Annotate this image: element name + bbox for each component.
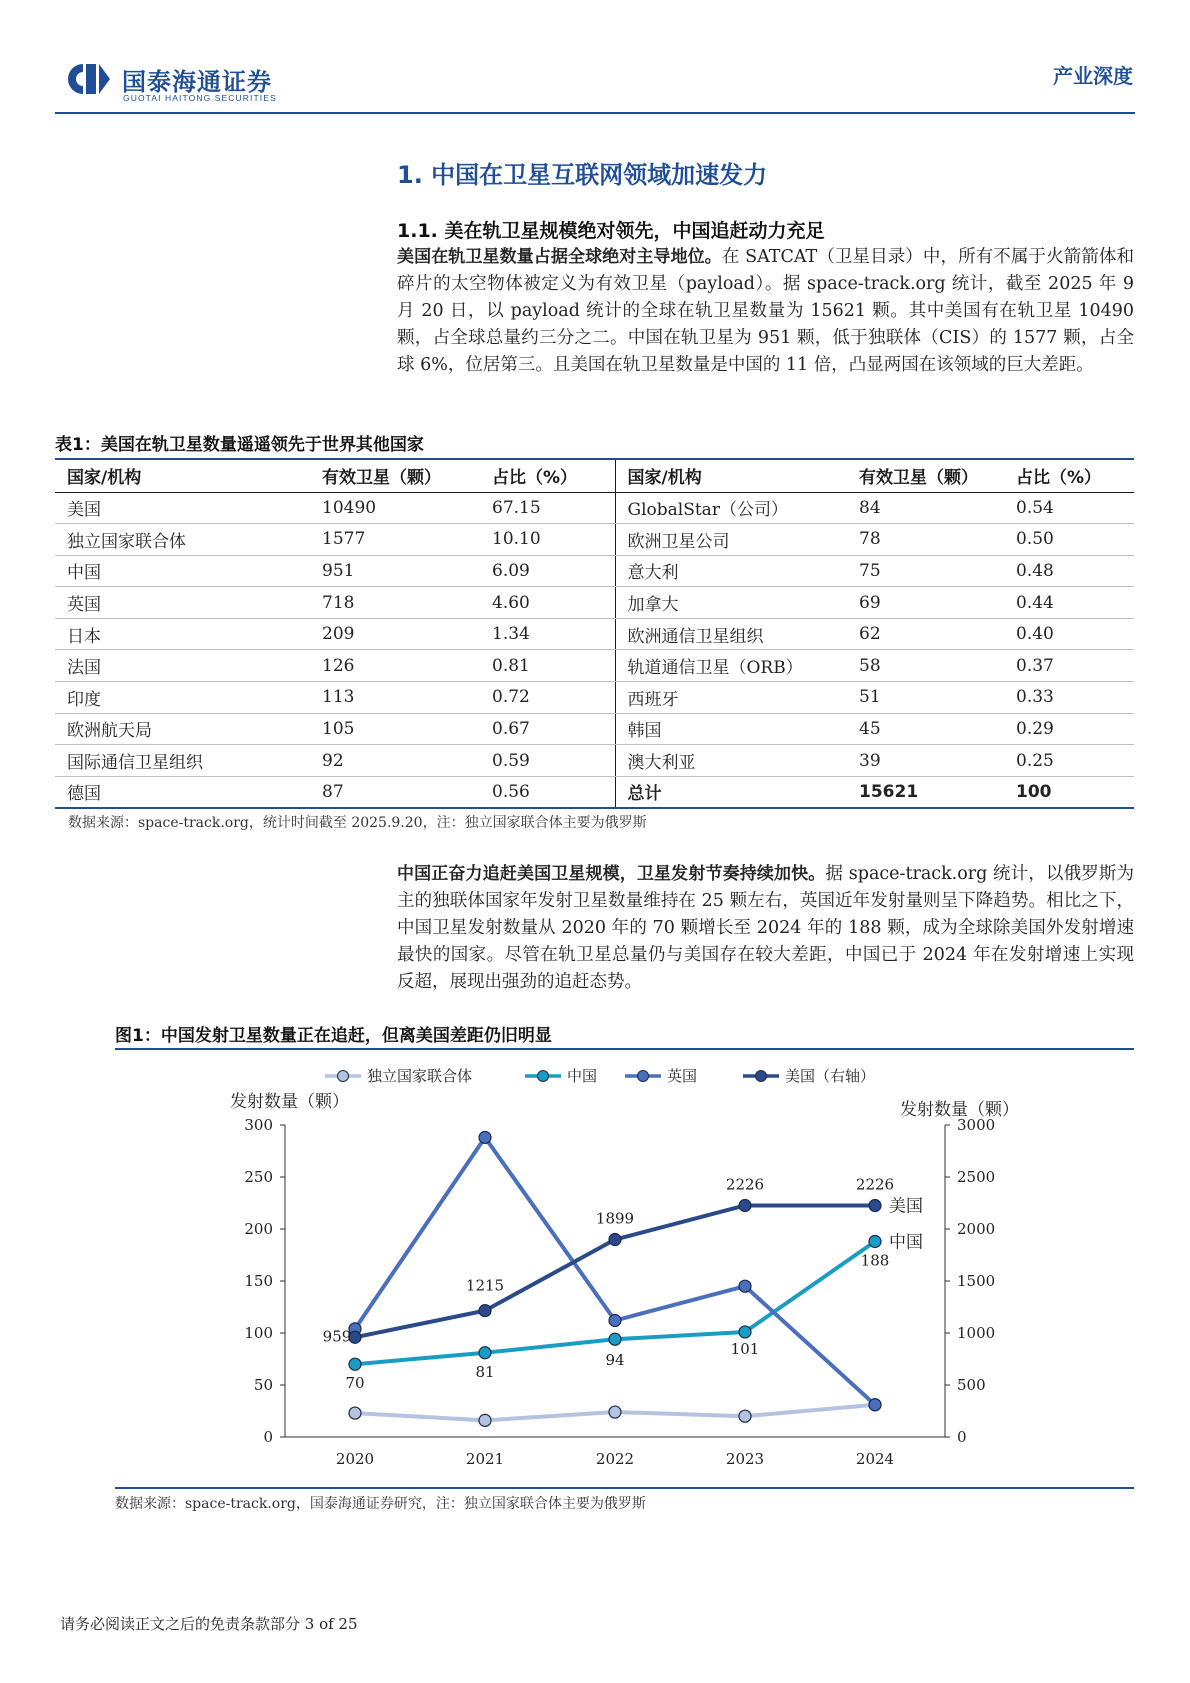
report-type-label: 产业深度 <box>1053 64 1133 88</box>
table-caption: 表1：美国在轨卫星数量遥遥领先于世界其他国家 <box>55 435 424 455</box>
data-point <box>349 1358 361 1370</box>
column-header: 占比（%） <box>1004 459 1134 492</box>
table-cell: 英国 <box>55 587 310 619</box>
data-point <box>479 1305 491 1317</box>
data-point <box>739 1280 751 1292</box>
right-tick-label: 0 <box>957 1428 967 1446</box>
table-cell: 韩国 <box>615 713 847 745</box>
paragraph-lead: 美国在轨卫星数量占据全球绝对主导地位。 <box>397 247 722 267</box>
table-cell: 39 <box>847 745 1004 777</box>
x-tick-label: 2023 <box>725 1450 765 1468</box>
page-header <box>60 52 1135 112</box>
data-point <box>869 1399 881 1411</box>
table-cell: GlobalStar（公司） <box>615 492 847 524</box>
data-point <box>869 1199 881 1211</box>
table-cell: 10490 <box>310 492 480 524</box>
table-cell: 欧洲通信卫星组织 <box>615 618 847 650</box>
legend-marker <box>638 1071 649 1082</box>
table-cell: 美国 <box>55 492 310 524</box>
figure-top-rule <box>115 1048 1134 1050</box>
left-tick-label: 50 <box>253 1376 273 1394</box>
data-point <box>349 1407 361 1419</box>
table-cell: 113 <box>310 682 480 714</box>
figure-caption: 图1：中国发射卫星数量正在追赶，但离美国差距仍旧明显 <box>115 1026 552 1046</box>
paragraph-us-dominance <box>397 244 1134 379</box>
table-cell: 1.34 <box>480 618 615 650</box>
right-tick-label: 3000 <box>957 1116 996 1134</box>
legend-label: 美国（右轴） <box>785 1067 876 1085</box>
series-end-label: 中国 <box>889 1232 923 1253</box>
x-tick-label: 2024 <box>855 1450 895 1468</box>
data-point <box>479 1131 491 1143</box>
table-cell: 法国 <box>55 650 310 682</box>
table-cell: 87 <box>310 776 480 808</box>
figure-source-note: 数据来源：space-track.org，国泰海通证券研究，注：独立国家联合体主要为俄罗斯 <box>115 1496 646 1512</box>
table-cell: 951 <box>310 555 480 587</box>
x-tick-label: 2021 <box>465 1450 505 1468</box>
right-tick-label: 2000 <box>957 1220 996 1238</box>
data-label: 959 <box>322 1327 352 1346</box>
table-row <box>55 587 1134 619</box>
table-cell: 0.29 <box>1004 713 1134 745</box>
paragraph-lead: 中国正奋力追赶美国卫星规模，卫星发射节奏持续加快。 <box>397 864 826 884</box>
right-tick-label: 1500 <box>957 1272 996 1290</box>
logo-chinese-name: 国泰海通证券 <box>122 68 272 96</box>
table-row <box>55 682 1134 714</box>
table-cell: 718 <box>310 587 480 619</box>
table-cell: 中国 <box>55 555 310 587</box>
table-row <box>55 524 1134 556</box>
table-cell: 0.25 <box>1004 745 1134 777</box>
table-cell: 轨道通信卫星（ORB） <box>615 650 847 682</box>
table-cell: 75 <box>847 555 1004 587</box>
data-label: 94 <box>605 1351 625 1370</box>
table-row <box>55 555 1134 587</box>
legend-marker <box>338 1071 349 1082</box>
table-row <box>55 650 1134 682</box>
table-cell: 84 <box>847 492 1004 524</box>
data-point <box>739 1410 751 1422</box>
table-cell: 92 <box>310 745 480 777</box>
table-source-note: 数据来源：space-track.org，统计时间截至 2025.9.20，注：独立国家联合体主要为俄罗斯 <box>68 815 647 831</box>
figure-bottom-rule <box>115 1487 1134 1489</box>
table-cell: 日本 <box>55 618 310 650</box>
table-cell: 欧洲卫星公司 <box>615 524 847 556</box>
table-row <box>55 618 1134 650</box>
data-point <box>739 1199 751 1211</box>
table-cell: 105 <box>310 713 480 745</box>
table-cell: 45 <box>847 713 1004 745</box>
data-label: 81 <box>475 1362 495 1381</box>
data-point <box>609 1234 621 1246</box>
table-cell: 0.72 <box>480 682 615 714</box>
left-tick-label: 100 <box>244 1324 273 1342</box>
subsection-heading: 1.1. 美在轨卫星规模绝对领先，中国追赶动力充足 <box>397 220 825 242</box>
data-label: 1899 <box>595 1209 635 1228</box>
legend-marker <box>538 1071 549 1082</box>
table-total-cell: 100 <box>1004 776 1134 808</box>
table-cell: 澳大利亚 <box>615 745 847 777</box>
data-label: 70 <box>345 1374 365 1393</box>
table-header-row <box>55 459 1134 492</box>
paragraph-text: 在 SATCAT（卫星目录）中，所有不属于火箭箭体和碎片的太空物体被定义为有效卫星（payload）。据 space-track.org 统计，截至 2025 年 9 月 20 日，以 payload 统计的全球在轨卫星数量为 15621 颗。其中美国有在轨卫星 10490 颗，占全球总量约三分之二。中国在轨卫星为 951 颗，低于独联体（CIS）的 1577 颗，占全球 6%，位居第三。且美国在轨卫星数量是中国的 11 倍，凸显两国在该领域的巨大差距。 <box>397 247 1134 375</box>
table-cell: 0.67 <box>480 713 615 745</box>
paragraph-china-catching-up <box>397 861 1134 996</box>
data-label: 188 <box>860 1251 890 1270</box>
right-tick-label: 1000 <box>957 1324 996 1342</box>
table-cell: 独立国家联合体 <box>55 524 310 556</box>
company-logo <box>66 60 366 104</box>
table-cell: 欧洲航天局 <box>55 713 310 745</box>
table-cell: 6.09 <box>480 555 615 587</box>
data-point <box>609 1333 621 1345</box>
table-total-cell: 总计 <box>615 776 847 808</box>
data-point <box>869 1235 881 1247</box>
table-cell: 0.44 <box>1004 587 1134 619</box>
data-label: 101 <box>730 1339 760 1358</box>
x-tick-label: 2022 <box>595 1450 635 1468</box>
legend-label: 中国 <box>567 1067 598 1085</box>
table-cell: 78 <box>847 524 1004 556</box>
table-cell: 0.48 <box>1004 555 1134 587</box>
page-footer: 请务必阅读正文之后的免责条款部分 3 of 25 <box>60 1615 358 1633</box>
column-header: 国家/机构 <box>55 459 310 492</box>
right-axis-title: 发射数量（颗） <box>900 1100 1019 1120</box>
table-cell: 0.56 <box>480 776 615 808</box>
table-cell: 0.50 <box>1004 524 1134 556</box>
left-tick-label: 0 <box>263 1428 273 1446</box>
data-point <box>479 1347 491 1359</box>
table-cell: 加拿大 <box>615 587 847 619</box>
left-tick-label: 150 <box>244 1272 273 1290</box>
table-cell: 126 <box>310 650 480 682</box>
left-axis-title: 发射数量（颗） <box>230 1092 349 1112</box>
logo-english-name: GUOTAI HAITONG SECURITIES <box>123 93 277 103</box>
table-total-cell: 15621 <box>847 776 1004 808</box>
table-cell: 0.81 <box>480 650 615 682</box>
table-cell: 0.33 <box>1004 682 1134 714</box>
table-cell: 51 <box>847 682 1004 714</box>
table-row <box>55 713 1134 745</box>
data-point <box>609 1315 621 1327</box>
legend-label: 独立国家联合体 <box>367 1067 473 1085</box>
legend-marker <box>756 1071 767 1082</box>
data-label: 2226 <box>725 1175 765 1194</box>
column-header: 有效卫星（颗） <box>310 459 480 492</box>
table-cell: 德国 <box>55 776 310 808</box>
launch-count-line-chart <box>115 1052 1134 1482</box>
table-cell: 国际通信卫星组织 <box>55 745 310 777</box>
table-cell: 62 <box>847 618 1004 650</box>
table-cell: 69 <box>847 587 1004 619</box>
table-cell: 67.15 <box>480 492 615 524</box>
table-row <box>55 745 1134 777</box>
table-cell: 209 <box>310 618 480 650</box>
table-cell: 10.10 <box>480 524 615 556</box>
column-header: 国家/机构 <box>615 459 847 492</box>
data-label: 1215 <box>465 1276 505 1295</box>
table-cell: 58 <box>847 650 1004 682</box>
header-divider <box>55 112 1135 114</box>
right-tick-label: 2500 <box>957 1168 996 1186</box>
data-point <box>479 1414 491 1426</box>
data-label: 2226 <box>855 1175 895 1194</box>
table-row <box>55 776 1134 808</box>
legend-label: 英国 <box>667 1067 698 1085</box>
table-cell: 意大利 <box>615 555 847 587</box>
logo-mark-icon <box>66 62 112 96</box>
table-row <box>55 492 1134 524</box>
left-tick-label: 300 <box>244 1116 273 1134</box>
x-tick-label: 2020 <box>335 1450 375 1468</box>
table-cell: 0.37 <box>1004 650 1134 682</box>
left-tick-label: 250 <box>244 1168 273 1186</box>
series-end-label: 美国 <box>889 1196 923 1217</box>
column-header: 占比（%） <box>480 459 615 492</box>
table-cell: 4.60 <box>480 587 615 619</box>
column-header: 有效卫星（颗） <box>847 459 1004 492</box>
table-cell: 1577 <box>310 524 480 556</box>
table-cell: 0.40 <box>1004 618 1134 650</box>
paragraph-text: 据 space-track.org 统计，以俄罗斯为主的独联体国家年发射卫星数量维持在 25 颗左右，英国近年发射量则呈下降趋势。相比之下，中国卫星发射数量从 2020 年的 70 颗增长至 2024 年的 188 颗，成为全球除美国外发射增速最快的国家。尽管在轨卫星总量仍与美国存在较大差距，中国已于 2024 年在发射增速上实现反超，展现出强劲的追赶态势。 <box>397 864 1135 992</box>
table-cell: 0.59 <box>480 745 615 777</box>
satellite-count-table <box>55 458 1134 809</box>
table-cell: 0.54 <box>1004 492 1134 524</box>
section-heading: 1. 中国在卫星互联网领域加速发力 <box>397 161 768 189</box>
table-cell: 印度 <box>55 682 310 714</box>
data-point <box>739 1326 751 1338</box>
right-tick-label: 500 <box>957 1376 986 1394</box>
table-cell: 西班牙 <box>615 682 847 714</box>
left-tick-label: 200 <box>244 1220 273 1238</box>
data-point <box>609 1406 621 1418</box>
